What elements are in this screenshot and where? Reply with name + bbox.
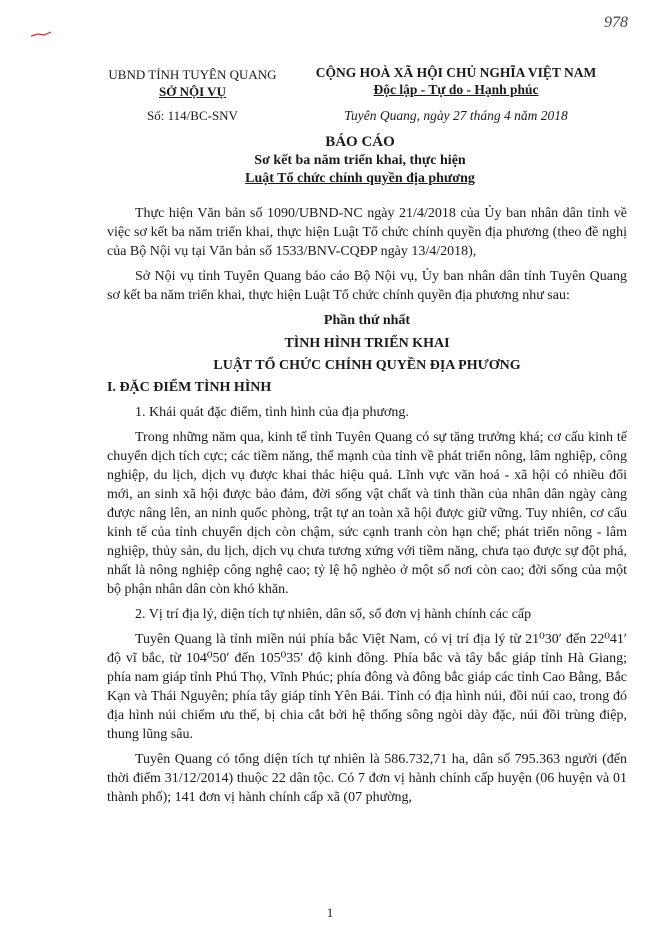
document-body	[107, 204, 627, 813]
title-main: BÁO CÁO	[325, 134, 395, 150]
document-date: Tuyên Quang, ngày 27 tháng 4 năm 2018	[344, 108, 568, 123]
document-number: Số: 114/BC-SNV	[147, 108, 238, 123]
paragraph: Tuyên Quang có tổng diện tích tự nhiên là 586.732,71 ha, dân số 795.363 người (đến thời điểm 31/12/2014) thuộc 22 dân tộc. Có 7 đơn vị hành chính cấp huyện (06 huyện và 01 thành phố); 141 đơn vị hành chính cấp xã (07 phường,	[107, 752, 627, 805]
handwritten-number: 978	[604, 14, 628, 31]
part-heading: Phần thứ nhất	[323, 313, 411, 328]
subsection-heading: 1. Khái quát đặc điểm, tình hình của địa phương.	[135, 405, 409, 420]
pen-mark-icon	[30, 30, 52, 38]
page-number: 1	[326, 905, 334, 920]
paragraph: Tuyên Quang là tỉnh miền núi phía bắc Việt Nam, có vị trí địa lý từ 21⁰30ʹ đến 22⁰41ʹ độ vĩ bắc, từ 104⁰50ʹ đến 105⁰35ʹ độ kinh đông. Phía bắc và tây bắc giáp tỉnh Hà Giang; phía nam giáp tỉnh Phú Thọ, Vĩnh Phúc; phía đông và đông bắc giáp các tỉnh Cao Bằng, Bắc Kạn và Thái Nguyên; phía tây giáp tỉnh Yên Bái. Tỉnh có địa hình núi, đồi núi cao, trong đó địa hình núi chiếm ưu thế, bị chia cắt bởi hệ thống sông ngòi dày đặc, núi đồi trùng điệp, thung lũng sâu.	[107, 632, 627, 742]
subsection-heading: 2. Vị trí địa lý, diện tích tự nhiên, dân số, số đơn vị hành chính các cấp	[135, 607, 532, 622]
title-line1: Sơ kết ba năm triển khai, thực hiện	[254, 153, 466, 168]
part-title-line1: TÌNH HÌNH TRIỂN KHAI	[284, 336, 450, 351]
paragraph: Trong những năm qua, kinh tế tỉnh Tuyên Quang có sự tăng trưởng khá; cơ cấu kinh tế chuyển dịch tích cực; các tiềm năng, thế mạnh của tỉnh về phát triển nông, lâm nghiệp, công nghiệp, du lịch, dịch vụ được khai thác hiệu quả. Lĩnh vực văn hoá - xã hội có nhiều đổi mới, an sinh xã hội được bảo đảm, đời sống vật chất và tinh thần của nhân dân ngày càng được nâng lên, an ninh quốc phòng, trật tự an toàn xã hội được giữ vững. Tuy nhiên, cơ cấu kinh tế của tỉnh chuyển dịch còn chậm, sức cạnh tranh còn hạn chế; phát triển nông - lâm nghiệp, thủy sản, du lịch, dịch vụ chưa tương xứng với tiềm năng, chưa tạo được sự đột phá, nhất là nông nghiệp công nghệ cao; tỷ lệ hộ nghèo ở một số nơi còn cao; đời sống của một bộ phận nhân dân còn khó khăn.	[107, 430, 627, 597]
document-title	[120, 133, 600, 188]
country-header	[286, 64, 626, 98]
country-line1: CỘNG HOÀ XÃ HỘI CHỦ NGHĨA VIỆT NAM	[315, 65, 597, 80]
agency-line1: UBND TỈNH TUYÊN QUANG	[108, 67, 277, 82]
country-line2: Độc lập - Tự do - Hạnh phúc	[373, 82, 539, 97]
agency-line2: SỞ NỘI VỤ	[159, 84, 226, 99]
paragraph: Thực hiện Văn bản số 1090/UBND-NC ngày 21/4/2018 của Ủy ban nhân dân tỉnh về việc sơ kết ba năm triển khai, thực hiện Luật Tổ chức chính quyền địa phương (theo đề nghị của Bộ Nội vụ tại Văn bản số 1533/BNV-CQĐP ngày 13/4/2018),	[107, 206, 627, 259]
title-line2: Luật Tổ chức chính quyền địa phương	[245, 171, 475, 186]
paragraph: Sở Nội vụ tỉnh Tuyên Quang báo cáo Bộ Nội vụ, Ủy ban nhân dân tỉnh Tuyên Quang sơ kết ba năm triển khai, thực hiện Luật Tổ chức chính quyền địa phương như sau:	[107, 269, 627, 303]
part-title-line2: LUẬT TỔ CHỨC CHÍNH QUYỀN ĐỊA PHƯƠNG	[213, 358, 521, 373]
section-heading: I. ĐẶC ĐIỂM TÌNH HÌNH	[107, 380, 272, 395]
agency-header	[100, 66, 285, 100]
